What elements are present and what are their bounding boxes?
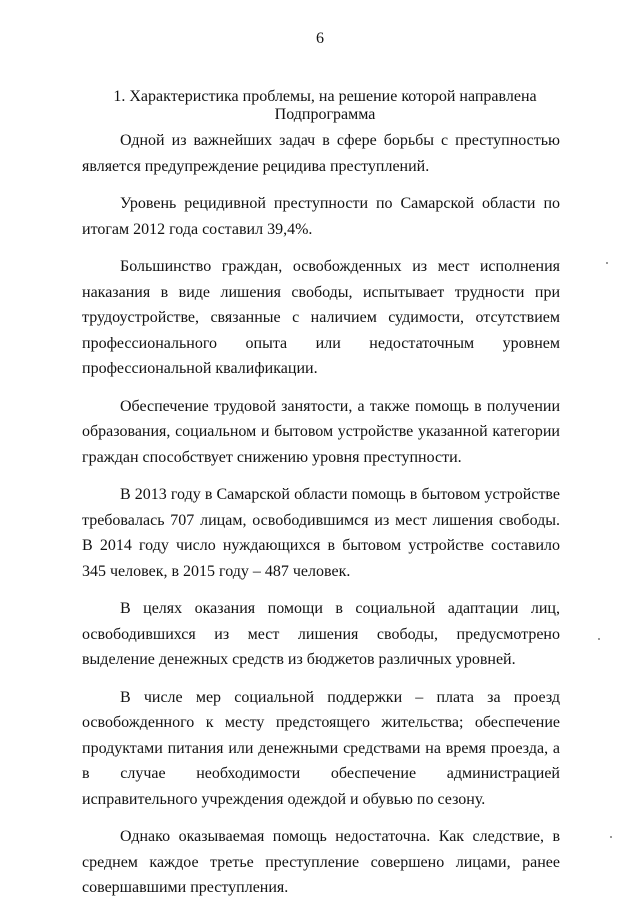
paragraph-4: Обеспечение трудовой занятости, а также помощь в получении образования, социальном и бытовом устройстве указанной категории граждан способствует снижению уровня преступности. xyxy=(82,397,560,466)
body-text xyxy=(82,128,560,913)
paragraph-7: В числе мер социальной поддержки – плата за проезд освобожденного к месту предстоящего жительства; обеспечение продуктами питания или денежными средствами на время проезда, а в случае необходимости обеспечение администрацией исправительного учреждения одеждой и обувью по сезону. xyxy=(82,688,560,808)
paragraph-1: Одной из важнейших задач в сфере борьбы с преступностью является предупреждение рецидива преступлений. xyxy=(82,132,560,175)
paragraph-6: В целях оказания помощи в социальной адаптации лиц, освободившихся из мест лишения свободы, предусмотрено выделение денежных средств из бюджетов различных уровней. xyxy=(82,600,560,668)
scan-speck xyxy=(610,836,612,838)
paragraph-3: Большинство граждан, освобожденных из мест исполнения наказания в виде лишения свободы, испытывает трудности при трудоустройстве, связанные с наличием судимости, отсутствием профессионального опыта или недостаточным уровнем профессиональной квалификации. xyxy=(82,258,560,377)
paragraph-2: Уровень рецидивной преступности по Самарской области по итогам 2012 года составил 39,4%. xyxy=(82,195,560,238)
scan-speck xyxy=(598,638,600,640)
scan-speck xyxy=(606,262,608,264)
paragraph-8: Однако оказываемая помощь недостаточна. Как следствие, в среднем каждое третье преступление совершено лицами, ранее совершавшими преступления. xyxy=(82,828,560,896)
page-number: 6 xyxy=(316,30,324,47)
paragraph-5: В 2013 году в Самарской области помощь в бытовом устройстве требовалась 707 лицам, освободившимся из мест лишения свободы. В 2014 году число нуждающихся в бытовом устройстве составило 345 человек, в 2015 году – 487 человек. xyxy=(82,486,560,580)
section-heading: 1. Характеристика проблемы, на решение которой направлена Подпрограмма xyxy=(113,88,537,123)
